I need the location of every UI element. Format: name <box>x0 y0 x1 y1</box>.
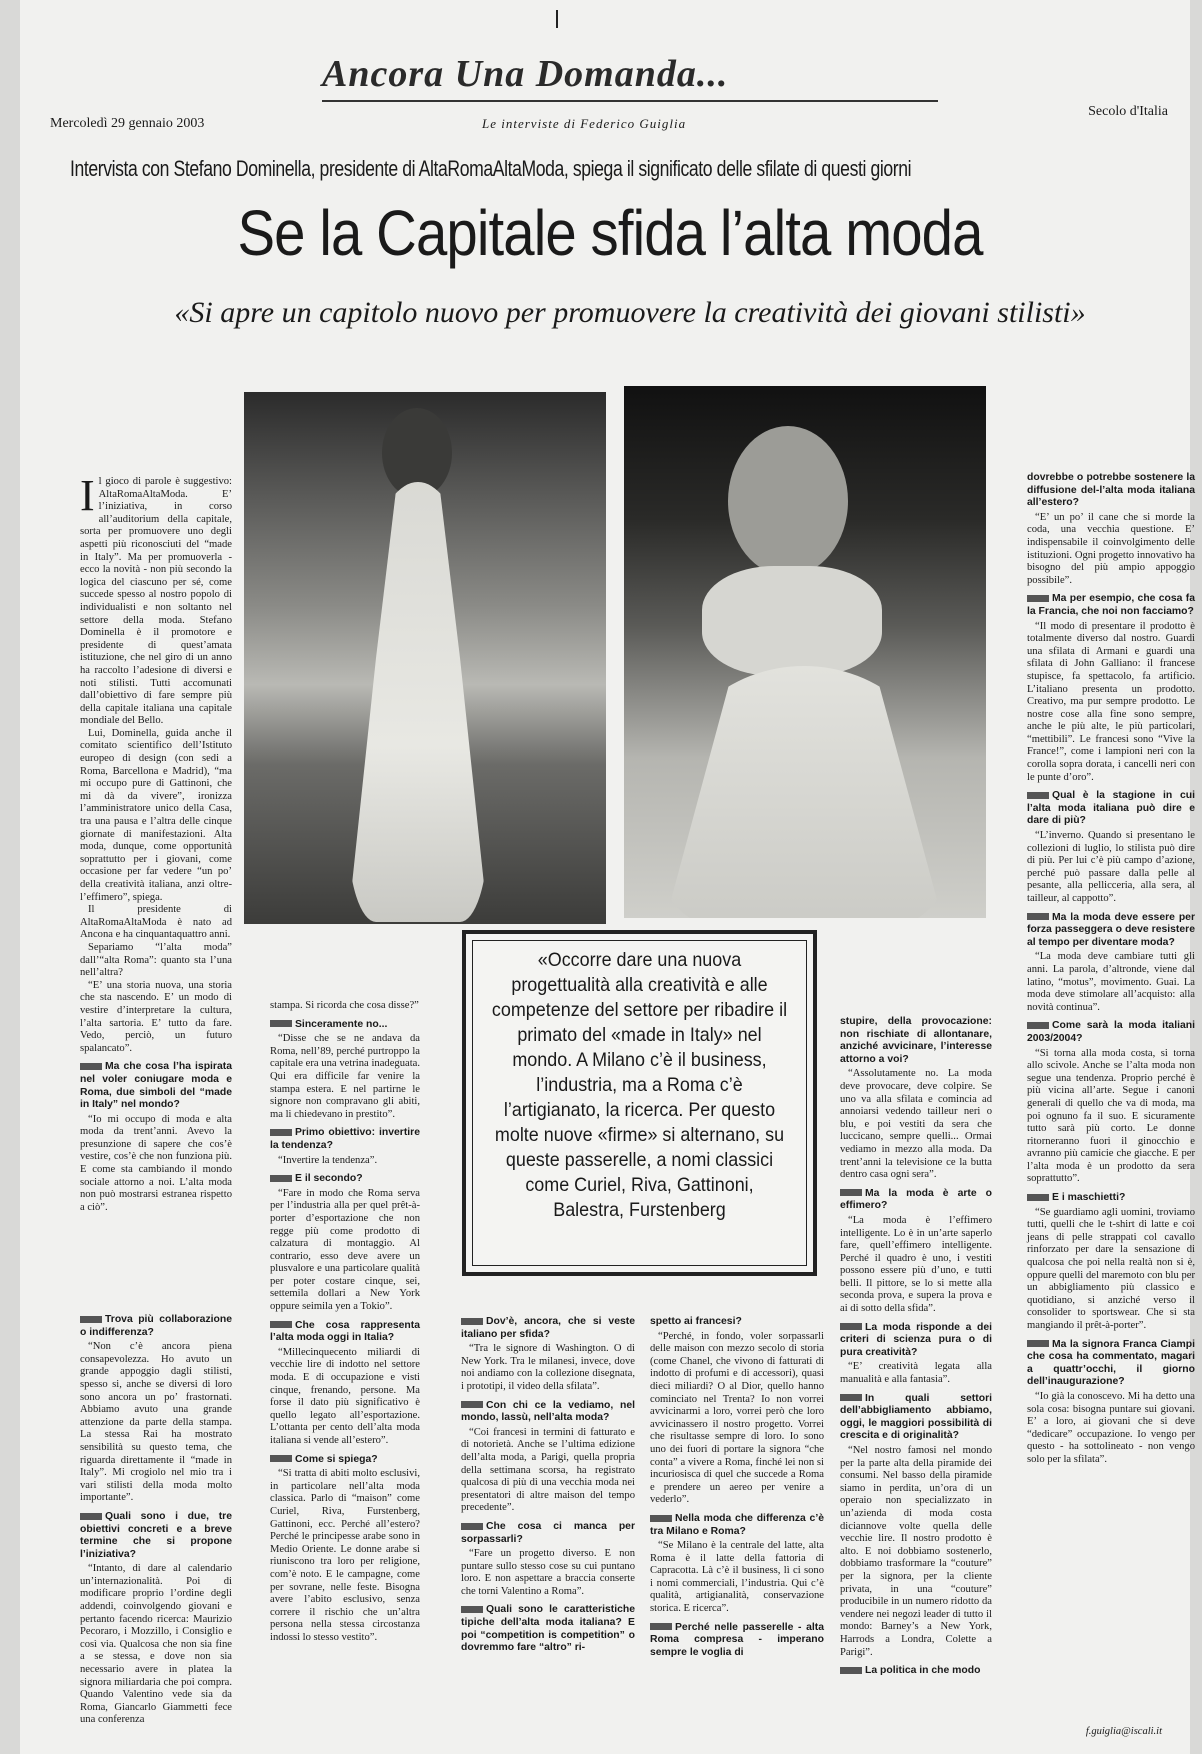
issue-date: Mercoledì 29 gennaio 2003 <box>50 116 205 131</box>
interview-question: Che cosa rappresenta l’alta moda oggi in Italia? <box>270 1319 420 1344</box>
text-column-2 <box>270 1000 420 1645</box>
interview-question: Ma che cosa l’ha ispirata nel voler coniugare moda e Roma, due simboli del “made in Italy” nel mondo? <box>80 1061 232 1111</box>
interview-question: Qual è la stagione in cui l’alta moda italiana può dire e dare di più? <box>1027 790 1195 827</box>
paragraph: “Tra le signore di Washington. O di New York. Tra le milanesi, invece, dove noi andiamo con la collezione disegnata, i prototipi, il video della sfilata”. <box>461 1343 635 1392</box>
interview-question: Quali sono le caratteristiche tipiche dell’alta moda italiana? E poi “competition is competition” o dovremmo fare “altro” ri- <box>461 1604 635 1654</box>
interview-question: spetto ai francesi? <box>650 1316 742 1327</box>
interview-question: La moda risponde a dei criteri di scienza pura o di pura creatività? <box>840 1321 992 1358</box>
interview-question: Ma per esempio, che cosa fa la Francia, che noi non facciamo? <box>1027 593 1195 617</box>
paragraph: “E’ una storia nuova, una storia che sta nascendo. E’ un modo di vestire d’interpretare la cultura, l’alta sartoria. E’ tutto da fare. Vedo, perciò, un futuro spalancato”. <box>80 979 232 1054</box>
interview-question: Perché nelle passerelle - alta Roma compresa - imperano sempre le voglia di <box>650 1621 824 1658</box>
paragraph: “Io già la conoscevo. Mi ha detto una sola cosa: bisogna puntare sui giovani. E’ a loro, ai giovani che si deve “dedicare” occupazione. Io vengo per questo - ha sottolineato - non vengo solo per la sfilata”. <box>1027 1390 1195 1465</box>
author-email: f.guiglia@iscali.it <box>1085 1726 1162 1737</box>
interview-question: Che cosa ci manca per sorpassarli? <box>461 1520 635 1545</box>
paragraph: Lui, Dominella, guida anche il comitato scientifico dell’Istituto europeo di design (con sedi a Roma, Barcellona e Madrid), “ma mi occupo pure di Gattinoni, che mi dà da vivere”, ironizza l’amministratore unico della Casa, tra una pausa e l’altra delle cinque giornate di manifestazioni. Alta moda, dunque, come opportunità soprattutto per i giovani, come occasione per far vedere “un po’ della creatività italiana, anzi oltre-l’effimero”, spiega. <box>80 727 232 903</box>
pull-quote-box <box>462 930 817 1276</box>
interview-question: Trova più collaborazione o indifferenza? <box>80 1314 232 1338</box>
text-column-5 <box>840 1010 992 1680</box>
interview-question: E i maschietti? <box>1027 1192 1195 1205</box>
model-gown <box>664 666 944 918</box>
article-headline: Se la Capitale sfida l’alta moda <box>237 197 983 269</box>
interview-question: Primo obiettivo: invertire la tendenza? <box>270 1127 420 1151</box>
paragraph: “Se Milano è la centrale del latte, alta Roma è il latte della fattoria di Capracotta. Là c’è il business, lì ci sono i nomi commerciali, l’industria. Qui c’è qualità, artigianalità, conservazione storica. E ricerca”. <box>650 1540 824 1615</box>
pull-quote-text: «Occorre dare una nuova progettualità alla creatività e alle competenze del settore per ribadire il primato del «made in Italy» nel mondo. A Milano c’è il business, l’industria, ma a Roma c’è l’artigianato, la ricerca. Per questo molte nuove «firme» si alternano, su queste passerelle, a nomi classici come Curiel, Riva, Gattinoni, Balestra, Furstenberg <box>491 949 788 1221</box>
runway-photo-left <box>244 392 606 924</box>
paragraph: “Si tratta di abiti molto esclusivi, in particolare nell’alta moda classica. Parlo di “maison” come Curiel, Riva, Furstenberg, Gattinoni, ecc. Perché all’estero? Perché le principesse arabe sono in Medio Oriente. Le donne arabe si riuniscono tra loro per religione, com’è noto. E le campagne, come per sovrane, nelle feste. Bisogna avere l’abito esclusivo, senza correre il rischio che un’altra persona nella stessa circostanza indossi lo stesso vestito”. <box>270 1468 420 1643</box>
paragraph: “La moda deve cambiare tutti gli anni. La parola, d’altronde, viene dal latino, “motus”, movimento. Guai. La moda deve stimolare all’acquisto: alla novità continua”. <box>1027 951 1195 1013</box>
interview-question: In quali settori dell’abbigliamento abbiamo, oggi, le maggiori possibilità di crescita e di originalità? <box>840 1392 992 1442</box>
interview-question: Come sarà la moda italiani 2003/2004? <box>1027 1020 1195 1044</box>
paragraph: “Disse che se ne andava da Roma, nell’89, perché purtroppo la capitale era una vetrina inadeguata. Qui era difficile far venire la stampa estera. E nel partirne le signore non compravano gli abiti, ma li chiedevano in prestito”. <box>270 1033 420 1120</box>
text-column-3 <box>461 1310 635 1657</box>
paragraph: stampa. Si ricorda che cosa disse?” <box>270 1000 419 1011</box>
interview-question: La politica in che modo <box>840 1665 992 1678</box>
drop-cap: I <box>80 471 95 520</box>
interview-question: dovrebbe o potrebbe sostenere la diffusione del-l’alta moda italiana all’estero? <box>1027 472 1195 509</box>
masthead-rule <box>322 100 938 102</box>
interview-question: Ma la signora Franca Ciampi che cosa ha commentato, magari a quattr’occhi, il giorno dell’inaugurazione? <box>1027 1338 1195 1388</box>
paragraph: “Nel nostro famosi nel mondo per la parte alta della piramide dei consumi. Nel basso della piramide siamo in perdita, un’ora di un operaio non specializzato in un’azienda di moda costa diciannove volte quella delle vecchie lire. Il nostro prodotto è alto. E noi dobbiamo sostenerlo, dobbiamo trasformare la “couture” per la signora, per la cliente privata, in una “couture” producibile in un numero ridotto da vendere nei negozi leader di tutto il mondo: Barney’s a New York, Harrods a Londra, Colette a Parigi”. <box>840 1445 992 1658</box>
model-gown <box>348 482 488 922</box>
paragraph: Separiamo “l’alta moda” dall’“alta Roma”: quanto sta l’una nell’altra? <box>80 941 232 979</box>
text-column-4 <box>650 1310 824 1661</box>
interview-question: Ma la moda è arte o effimero? <box>840 1187 992 1212</box>
paragraph: “Millecinquecento miliardi di vecchie lire di indotto nel settore moda. E di occupazione e visti cinque, frenando, persone. Ma forse il dato più significativo è quello legato all’esportazione. L’ottanta per cento dell’alta moda italiana si vende all’estero”. <box>270 1346 420 1446</box>
interview-question: Come si spiega? <box>270 1454 420 1467</box>
runway-photo-right <box>624 386 986 918</box>
paragraph: “Perché, in fondo, voler sorpassarli delle maison con mezzo secolo di storia (come Chanel, che vivono di fatturati di indotto di profumi e di accessori), quasi dieci miliardi? O al Dior, quello hanno cominciato nel Trenta? Io non vorrei avvicinarmi a loro, vorrei però che loro avvicinassero il nostro progetto. Vorrei che risultasse sempre di loro. Io sono uno dei fuori di portare la signora “che conta” a vivere a Roma, finché lei non si incuriosisca di quel che succede a Roma e prendere un aereo per venire a vederlo”. <box>650 1330 824 1506</box>
model-head <box>728 426 848 576</box>
paragraph: “E’ creatività legata alla manualità e alla fantasia”. <box>840 1361 992 1386</box>
paragraph: “Invertire la tendenza”. <box>278 1154 378 1166</box>
paragraph: Il presidente di AltaRomaAltaModa è nato ad Ancona e ha cinquantaquattro anni. <box>80 904 232 941</box>
article-subheadline: «Si apre un capitolo nuovo per promuovere la creatività dei giovani stilisti» <box>174 296 1086 329</box>
paragraph: “La moda è l’effimero intelligente. Lo è in un’arte saperlo fare, quell’effimero intelligente. Perché il quadro è uno, i vestiti possono essere più d’uno, e tutti belli. Il pittore, se lo si mette alla seconda prova, e supera la prova e ai di sotto della sfida”. <box>840 1214 992 1315</box>
paragraph: “Non c’è ancora piena consapevolezza. Ho avuto un grande appoggio dagli stilisti, spesso si, anche se diversi di loro sono ancora un po’ frastornati. Abbiamo avuto una grande attenzione da parte della stampa. La stessa Rai ha mostrato sensibilità su questo tema, che riguarda direttamente il “made in Italy”. Mi crogiolo nel mio tra i vari stilisti della moda molto importante”. <box>80 1341 232 1504</box>
paragraph: “Assolutamente no. La moda deve provocare, deve colpire. Se uno va alla sfilata e comincia ad annoiarsi vedendo tailleur neri o blu, e poi vestiti da sera che luccicano, sempre quelli... Ormai vediamo in mezzo alla moda. Da trent’anni la televisione ce la butta dentro casa ogni sera”. <box>840 1068 992 1181</box>
model-necklace <box>702 566 882 676</box>
paragraph: “Intanto, di dare al calendario un’internazionalità. Poi di modificare proprio l’ordine degli addendi, coinvolgendo giovani e pertanto facendo ricerca: Maurizio Pecoraro, i Mozzillo, i Consiglio e così via. Qualcosa che non sia fine a se stessa, e dove non sia necessario avere in platea la signora miliardaria che poi compra. Quando Valentino vede sia da Roma, Giancarlo Giammetti fece una conferenza <box>80 1563 232 1726</box>
interview-question: Ma la moda deve essere per forza passeggera o deve resistere al tempo per diventare moda? <box>1027 911 1195 948</box>
text-column-1-cont <box>80 1308 232 1727</box>
paragraph: “E’ un po’ il cane che si morde la coda, una vecchia questione. E’ indispensabile il coinvolgimento delle istituzioni. Ogni progetto innovativo ha bisogno del più ampio appoggio possibile”. <box>1027 511 1195 586</box>
paragraph: “Coi francesi in termini di fatturato e di notorietà. Anche se l’ultima edizione dell’alta moda, a Parigi, quella propria della settimana scorsa, ha registrato qualcosa di più di una vecchia moda nei presentatori di altre maison del tempo precedente”. <box>461 1426 635 1514</box>
article-kicker: Intervista con Stefano Dominella, presidente di AltaRomaAltaModa, spiega il significato delle sfilate di questi giorni <box>70 156 912 181</box>
column-byline: Le interviste di Federico Guiglia <box>482 116 687 131</box>
paragraph: l gioco di parole è suggestivo: AltaRomaAltaModa. E’ l’iniziativa, in corso all’auditorium della capitale, sorta per promuovere uno degli aspetti più riconosciuti del “made in Italy”. Ma per promuoverla - ecco la novità - non più secondo la logica del ciascuno per sé, come succede spesso al nostro popolo di individualisti e non soltanto nel settore della moda. Stefano Dominella è il promotore e presidente di quest’amata istituzione, che nel giro di un anno ha raccolto l’adesione di diversi e noti stilisti. Tutti accomunati dall’obiettivo di fare sempre più della capitale italiana una capitale mondiale del Bello. <box>80 476 232 727</box>
paragraph: “Io mi occupo di moda e alta moda da trent’anni. Avevo la presunzione di sapere che cos’è vestire, cos’è che non funziona più. E come sta cambiando il mondo sociale attorno a noi. L’alta moda non può mostrarsi estranea rispetto a ciò”. <box>80 1113 232 1213</box>
paragraph: “Il modo di presentare il prodotto è totalmente diverso dal nostro. Guardi una sfilata di Armani e guardi una sfilata di John Galliano: il francese stupisce, fa spettacolo, fa artificio. L’italiano presenta un prodotto. Creativo, ma pur sempre prodotto. Le nostre cose alla fine sono sempre, anche le più alte, le più particolari, “mettibili”. Le francesi sono “Vive la France!”, come i lampioni neri con la corolla sopra dorata, i cancelli neri con le punte d’oro”. <box>1027 620 1195 783</box>
newspaper-name: Secolo d'Italia <box>1088 104 1168 119</box>
interview-question: Nella moda che differenza c’è tra Milano e Roma? <box>650 1512 824 1537</box>
column-title: Ancora Una Domanda... <box>322 53 729 95</box>
column-masthead <box>322 52 938 131</box>
interview-question: stupire, della provocazione: non rischiate di allontanare, anziché avvicinare, l’interesse attorno a voi? <box>840 1016 992 1065</box>
interview-question: Dov’è, ancora, che si veste italiano per sfida? <box>461 1316 635 1340</box>
newspaper-page <box>20 0 1195 1754</box>
paragraph: “Fare un progetto diverso. E non puntare sullo stesso cose su cui puntano loro. E non aspettare a braccia conserte che torni Valentino a Roma”. <box>461 1548 635 1597</box>
text-column-6 <box>1027 466 1195 1467</box>
interview-question: E il secondo? <box>270 1173 420 1186</box>
page-marker <box>556 10 558 28</box>
paragraph: “Se guardiamo agli uomini, troviamo tutti, quelli che le t-shirt di latte e coi jeans di pelle strappati col cavallo rinforzato per dare la sensazione di qualcosa che poi nella realtà non si è, oppure quelli del maremoto con blu per un abbigliamento più classico e quotidiano, si anziché verso il consolider to sportswear. Che si sta mangiando il prêt-à-porter”. <box>1027 1206 1195 1331</box>
interview-question: Con chi ce la vediamo, nel mondo, lassù, nell’alta moda? <box>461 1399 635 1424</box>
interview-question: Sinceramente no... <box>270 1019 420 1032</box>
paragraph: “L’inverno. Quando si presentano le collezioni di luglio, lo stilista può dire di più. Per lui c’è più campo d’azione, perché può passare dalla pelle al pesante, alla pellicceria, alla sera, al tailleur, al cappotto”. <box>1027 830 1195 904</box>
text-column-1 <box>80 471 232 1214</box>
paragraph: “Si torna alla moda costa, si torna allo scivole. Anche se l’alta moda non segue una tendenza. Proprio perché è più vicina all’arte. Segue i canoni generali di quello che va di moda, ma poi ognuno fa il suo. E sicuramente tutto sarà più corto. Le donne ritorneranno fuori il ginocchio e avranno più camicie che giacche. E per l’alta moda è un prodotto da sera soprattutto”. <box>1027 1047 1195 1185</box>
paragraph: “Fare in modo che Roma serva per l’industria alla per quel prêt-à-porter d’esportazione che non regge più come prodotto di calzatura di montaggio. Al contrario, esso deve avere un plusvalore e una particolare qualità per poter costare cinque, sei, settemila dollari a New York oppure seimila yen a Tokio”. <box>270 1187 420 1313</box>
interview-question: Quali sono i due, tre obiettivi concreti e a breve termine che si propone l’iniziativa? <box>80 1510 232 1560</box>
